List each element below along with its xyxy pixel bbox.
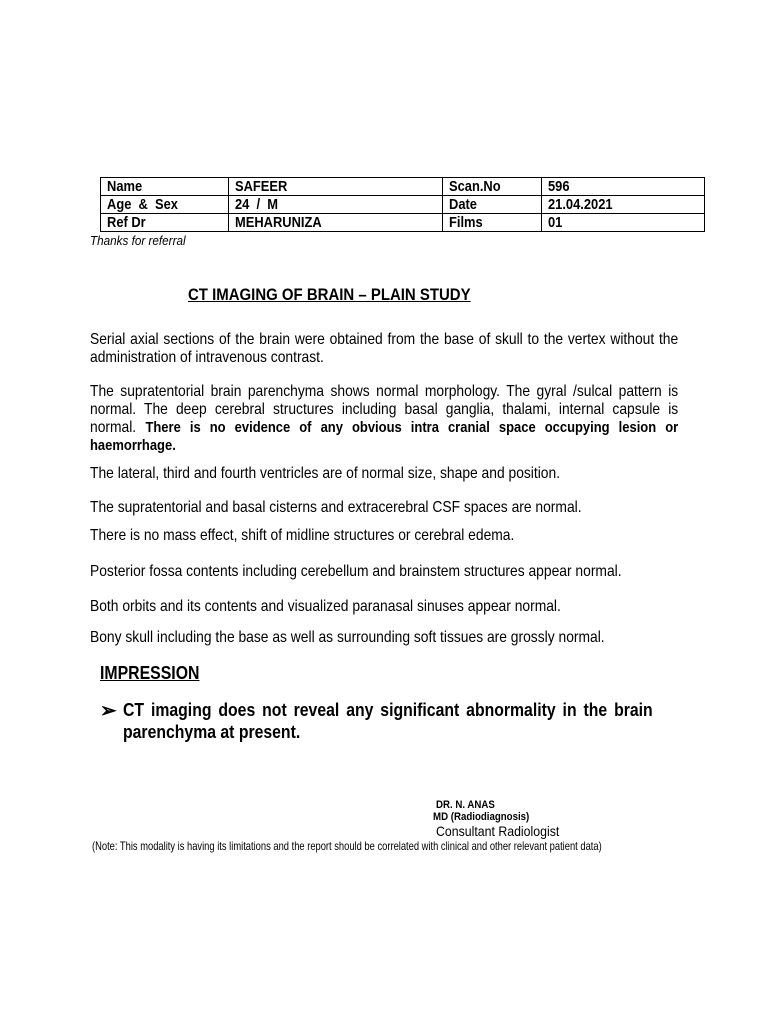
signature-degree: MD (Radiodiagnosis) [433, 811, 530, 823]
paragraph-technique [90, 331, 678, 367]
paragraph-bony-skull-text: Bony skull including the base as well as surrounding soft tissues are grossly normal. [90, 629, 605, 646]
impression-heading: IMPRESSION [100, 663, 200, 683]
value-age-sex: 24 / M [229, 196, 443, 214]
paragraph-cisterns-text: The supratentorial and basal cisterns and extracerebral CSF spaces are normal. [90, 499, 582, 516]
value-scan-no: 596 [542, 178, 705, 196]
paragraph-parenchyma [90, 383, 678, 455]
impression-statement-text: CT imaging does not reveal any significant abnormality in the brain parenchyma at present. [123, 700, 653, 742]
paragraph-mass-effect [90, 527, 678, 545]
parenchyma-bold-text: There is no evidence of any obvious intra cranial space occupying lesion or haemorrhage. [90, 419, 679, 454]
parenchyma-normal-text: The supratentorial brain parenchyma shows normal morphology. The gyral /sulcal pattern is normal. The deep cerebral structures including basal ganglia, thalami, internal capsule is normal. [90, 383, 679, 436]
paragraph-bony-skull [90, 629, 678, 647]
patient-row-ref-dr [101, 214, 705, 232]
paragraph-orbits [90, 598, 678, 616]
paragraph-ventricles [90, 465, 678, 483]
value-films: 01 [542, 214, 705, 232]
paragraph-ventricles-text: The lateral, third and fourth ventricles are of normal size, shape and position. [90, 465, 561, 482]
thanks-note: Thanks for referral [90, 233, 186, 248]
paragraph-orbits-text: Both orbits and its contents and visualized paranasal sinuses appear normal. [90, 598, 561, 615]
impression-statement [123, 699, 653, 743]
value-ref-dr: MEHARUNIZA [229, 214, 443, 232]
label-films: Films [443, 214, 542, 232]
paragraph-parenchyma-text [90, 383, 678, 455]
signature-role: Consultant Radiologist [436, 823, 560, 839]
patient-row-name [101, 178, 705, 196]
paragraph-posterior-fossa-text: Posterior fossa contents including cerebellum and brainstem structures appear normal. [90, 563, 622, 580]
patient-row-age-sex [101, 196, 705, 214]
value-date: 21.04.2021 [542, 196, 705, 214]
arrowhead-bullet-icon: ➢ [100, 700, 117, 722]
paragraph-cisterns [90, 499, 678, 517]
label-date: Date [443, 196, 542, 214]
paragraph-posterior-fossa [90, 563, 678, 581]
label-scan-no: Scan.No [443, 178, 542, 196]
label-ref-dr: Ref Dr [101, 214, 229, 232]
paragraph-mass-effect-text: There is no mass effect, shift of midline structures or cerebral edema. [90, 527, 515, 544]
label-age-sex: Age & Sex [101, 196, 229, 214]
patient-info-table [100, 177, 705, 232]
signature-name: DR. N. ANAS [436, 799, 495, 811]
value-name: SAFEER [229, 178, 443, 196]
paragraph-technique-text: Serial axial sections of the brain were obtained from the base of skull to the vertex without the administration of intravenous contrast. [90, 331, 679, 366]
report-title: CT IMAGING OF BRAIN – PLAIN STUDY [188, 285, 471, 304]
disclaimer-note: (Note: This modality is having its limitations and the report should be correlated with clinical and other relevant patient data) [92, 839, 602, 853]
label-name: Name [101, 178, 229, 196]
